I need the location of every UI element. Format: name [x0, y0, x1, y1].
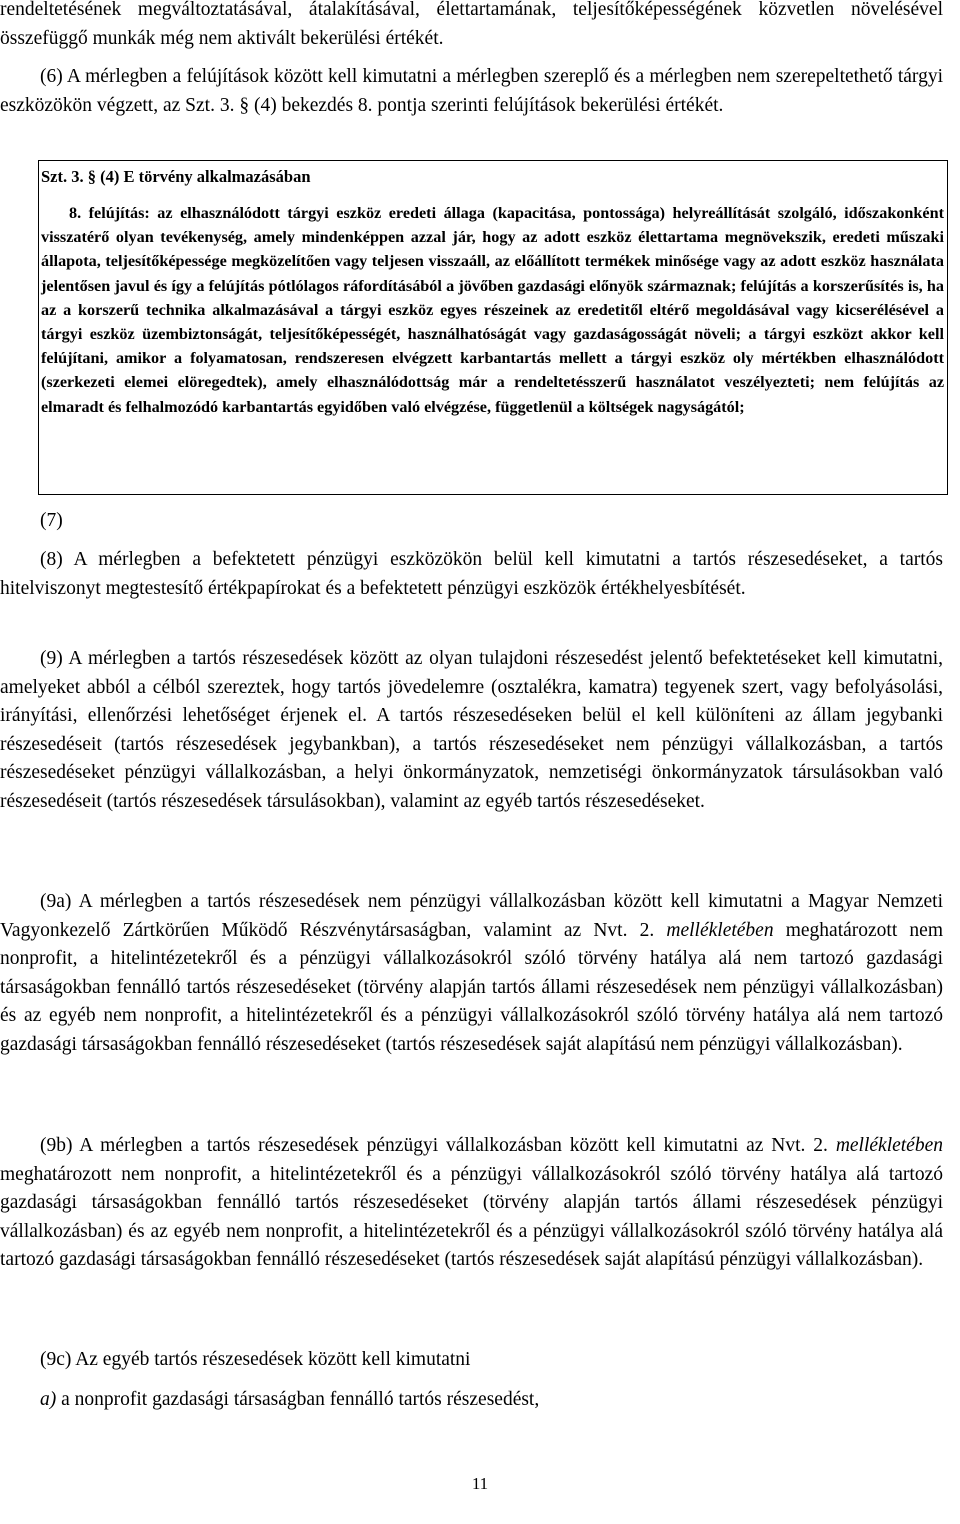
law-excerpt-text: 8. felújítás: az elhasználódott tárgyi eszköz eredeti állaga (kapacitása, pontossága) helyreállítását szolgáló, időszakonként visszatérő olyan tevékenység, amely mindenképpen azzal jár, hogy az adott eszköz élettartama megnövekszik, eredeti műszaki állapota, teljesítőképessége megközelítően vagy teljesen visszaáll, az előállított termékek minősége vagy az adott eszköz használata jelentősen javul és így a felújítás pótlólagos ráfordításából a jövőben gazdasági előnyök származnak; felújítás a korszerűsítés is, ha az a korszerű technika alkalmazásával a tárgyi eszköz egyes részeinek az eredetitől eltérő megoldásával vagy kicserélésével a tárgyi eszköz üzembiztonságát, teljesítőképességét, használhatóságát vagy gazdaságosságát növeli; a tárgyi eszközt akkor kell felújítani, amikor a folyamatosan, rendszeresen elvégzett karbantartás mellett a tárgyi eszköz oly mértékben elhasználódott (szerkezeti elemei elöregedtek), amely elhasználódottság már a rendeltetésszerű használatot veszélyezteti; nem felújítás az elmaradt és felhalmozódó karbantartás egyidőben való elvégzése, függetlenül a költségek nagyságától;	[41, 204, 944, 416]
paragraph-9: (9) A mérlegben a tartós részesedések között az olyan tulajdoni részesedést jelentő befektetéseket kell kimutatni, amelyeket abból a célból szereztek, hogy tartós jövedelemre (osztalékra, kamatra) tegyenek szert, vagy befolyásolási, irányítási, ellenőrzési lehetőséget érjenek el. A tartós részesedéseken belül el kell különíteni az állam jegybanki részesedéseit (tartós részesedések jegybankban), a tartós részesedéseket nem pénzügyi vállalkozásban, a tartós részesedéseket pénzügyi vállalkozásban, a helyi önkormányzatok, nemzetiségi önkormányzatok társulásokban való részesedéseit (tartós részesedések társulásokban), valamint az egyéb tartós részesedéseket.	[0, 648, 943, 812]
page-number: 11	[471, 1474, 489, 1493]
paragraph-9b-part2: meghatározott nem nonprofit, a hitelintézetekről és a pénzügyi vállalkozásokról szóló törvény hatálya alá tartozó gazdasági társaságokban fennálló tartós részesedéseket (törvény alapján tartós állami részesedések pénzügyi vállalkozásban) és az egyéb nem nonprofit, a hitelintézetekről és a pénzügyi vállalkozásokról szóló törvény hatálya alá tartozó gazdasági társaságokban fennálló részesedéseket (tartós részesedések saját alapítású pénzügyi vállalkozásban).	[0, 1163, 943, 1271]
law-excerpt-box	[38, 160, 948, 495]
paragraph-9a	[0, 888, 943, 1060]
paragraph-9b-part1: (9b) A mérlegben a tartós részesedések pénzügyi vállalkozásban között kell kimutatni az Nvt. 2.	[40, 1135, 836, 1156]
paragraph-9a-part2: meghatározott nem nonprofit, a hitelintézetekről és a pénzügyi vállalkozásokról szóló törvény hatálya alá nem tartozó gazdasági társaságokban fennálló tartós részesedéseket (törvény alapján tartós állami részesedések nem pénzügyi vállalkozásban) és az egyéb nem nonprofit, a hitelintézetekről és a pénzügyi vállalkozásokról szóló törvény hatálya alá nem tartozó gazdasági társaságokban fennálló részesedéseket (tartós részesedések saját alapítású nem pénzügyi vállalkozásban).	[0, 919, 944, 1055]
law-excerpt-title: Szt. 3. § (4) E törvény alkalmazásában	[41, 167, 311, 186]
paragraph-9c: (9c) Az egyéb tartós részesedések között kell kimutatni	[40, 1349, 471, 1370]
paragraph-7: (7)	[40, 510, 63, 531]
paragraph-6: (6) A mérlegben a felújítások között kell kimutatni a mérlegben szereplő és a mérlegben nem szerepeltethető tárgyi eszközökön végzett, az Szt. 3. § (4) bekezdés 8. pontja szerinti felújítások bekerülési értékét.	[0, 66, 943, 116]
item-a-label: a)	[40, 1389, 57, 1410]
paragraph-8: (8) A mérlegben a befektetett pénzügyi eszközökön belül kell kimutatni a tartós részesedéseket, a tartós hitelviszonyt megtestesítő értékpapírokat és a befektetett pénzügyi eszközök értékhelyesbítését.	[0, 549, 943, 599]
paragraph-9c-item-a	[0, 1386, 943, 1415]
paragraph-continuation: rendeltetésének megváltoztatásával, átalakításával, élettartamának, teljesítőképességének közvetlen növelésével összefüggő munkák még nem aktivált bekerülési értékét.	[0, 0, 943, 49]
item-a-text: a nonprofit gazdasági társaságban fennálló tartós részesedést,	[56, 1389, 540, 1410]
paragraph-9a-italic: mellékletében	[666, 919, 774, 941]
paragraph-9b-italic: mellékletében	[835, 1135, 943, 1156]
paragraph-9b	[0, 1132, 943, 1275]
paragraph-9a-part1: (9a) A mérlegben a tartós részesedések nem pénzügyi vállalkozásban között kell kimutatni a Magyar Nemzeti Vagyonkezelő Zártkörűen Működő Részvénytársaságban, valamint az Nvt. 2.	[0, 891, 943, 941]
